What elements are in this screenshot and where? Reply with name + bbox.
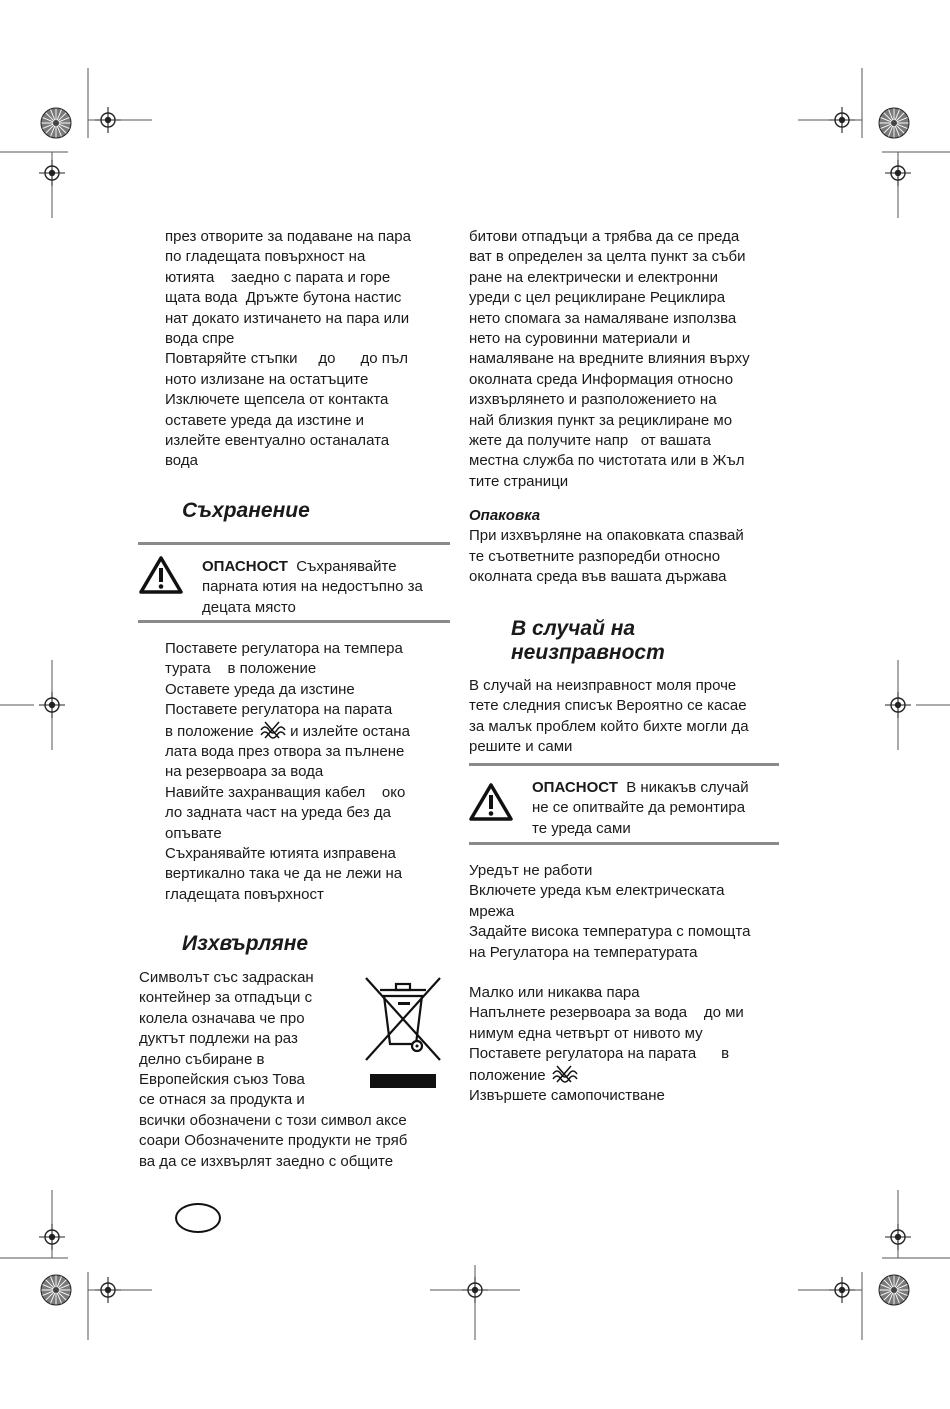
- repair-warning: [532, 778, 782, 839]
- text-line: ютията заедно с парата и горе: [165, 268, 391, 286]
- text-fragment: и излейте остана: [290, 722, 410, 740]
- text-line: не се опитвайте да ремонтира: [532, 799, 746, 817]
- warning-label: ОПАСНОСТ: [202, 558, 288, 575]
- text-line: [165, 721, 450, 742]
- text-line: Навийте захранващия кабел око: [165, 783, 406, 801]
- steam-off-icon: [258, 721, 286, 739]
- crossed-wheelie-bin-icon: [362, 972, 444, 1090]
- text-line: Символът със задраскан: [139, 969, 314, 986]
- intro-text: [165, 227, 450, 472]
- warning-triangle-icon: [469, 783, 513, 821]
- text-line: делно събиране в: [139, 1050, 265, 1068]
- text-line: през отворите за подаване на пара: [165, 228, 411, 245]
- text-line: нат докато изтичането на пара или: [165, 309, 410, 327]
- text-line: опъвате: [165, 824, 222, 842]
- divider: [138, 542, 450, 545]
- text-line: жете да получите напр от вашата: [469, 432, 712, 450]
- storage-steps: [165, 639, 450, 905]
- packaging-section: [469, 506, 781, 588]
- language-badge: [175, 1203, 221, 1233]
- text-line: оставете уреда да изстине и: [165, 411, 364, 429]
- disposal-continued: [469, 227, 781, 492]
- text-line: Съхранявайте ютията изправена: [165, 845, 396, 863]
- text-line: ното излизане на остатъците: [165, 370, 369, 388]
- text-line: Изключете щепсела от контакта: [165, 391, 389, 409]
- text-line: решите и сами: [469, 738, 573, 756]
- fault-little-steam: [469, 983, 781, 1106]
- warning-label: ОПАСНОСТ: [532, 779, 618, 796]
- text-line: Европейския съюз Това: [139, 1071, 305, 1089]
- text-line: [469, 1065, 781, 1086]
- text-line: нимум една четвърт от нивото му: [469, 1024, 703, 1042]
- text-line: щата вода Дръжте бутона настис: [165, 289, 402, 307]
- text-line: вода спре: [165, 330, 235, 348]
- text-line: Повтаряйте стъпки до до пъл: [165, 350, 408, 368]
- text-line: колела означава че про: [139, 1009, 305, 1027]
- text-line: по гладещата повърхност на: [165, 248, 366, 266]
- text-line: ране на електрически и електронни: [469, 268, 719, 286]
- text-line: ват в определен за целта пункт за съби: [469, 248, 746, 266]
- text-line: соари Обозначените продукти не тряб: [139, 1132, 408, 1150]
- divider: [469, 763, 779, 766]
- troubleshooting-heading: [511, 617, 665, 665]
- text-line: ло задната част на уреда без да: [165, 804, 391, 822]
- text-line: При изхвърляне на опаковката спазвай: [469, 527, 744, 545]
- text-line: Поставете регулатора на парата: [165, 701, 393, 719]
- packaging-heading: Опаковка: [469, 507, 541, 524]
- text-line: Уредът не работи: [469, 862, 593, 879]
- text-line: Поставете регулатора на парата в: [469, 1045, 730, 1063]
- divider: [469, 842, 779, 845]
- text-line: намаляване на вредните влияния върху: [469, 350, 750, 368]
- black-bar: [370, 1074, 436, 1088]
- fault-not-working: [469, 861, 781, 963]
- text-line: мрежа: [469, 902, 515, 920]
- text-line: нето спомага за намаляване използва: [469, 309, 737, 327]
- text-line: най близкия пункт за рециклиране мо: [469, 411, 733, 429]
- text-line: се отнася за продукта и: [139, 1091, 305, 1109]
- warning-triangle-icon: [139, 556, 183, 594]
- text-line: те уреда сами: [532, 819, 631, 837]
- text-line: гладещата повърхност: [165, 885, 324, 903]
- text-line: битови отпадъци а трябва да се преда: [469, 228, 740, 245]
- storage-warning: [202, 557, 452, 618]
- text-line: В случай на неизправност моля проче: [469, 677, 737, 694]
- text-line: Включете уреда към електрическата: [469, 882, 725, 900]
- text-line: излейте евентуално останалата: [165, 432, 390, 450]
- text-line: уреди с цел рециклиране Рециклира: [469, 289, 726, 307]
- heading-line: В случай на: [511, 617, 636, 640]
- text-line: околната среда Информация относно: [469, 370, 734, 388]
- text-line: всички обозначени с този символ аксе: [139, 1111, 407, 1129]
- text-line: турата в положение: [165, 660, 317, 678]
- text-line: Извършете самопочистване: [469, 1087, 665, 1105]
- text-line: вертикално така че да не лежи на: [165, 865, 403, 883]
- text-line: на Регулатора на температурата: [469, 943, 698, 961]
- text-line: Поставете регулатора на темпера: [165, 640, 403, 657]
- text-line: нето на суровинни материали и: [469, 330, 691, 348]
- text-line: Напълнете резервоара за вода до ми: [469, 1004, 744, 1022]
- text-line: изхвърлянето и разположението на: [469, 391, 717, 409]
- text-line: дуктът подлежи на раз: [139, 1030, 298, 1048]
- text-line: за малък проблем който бихте могли да: [469, 717, 749, 735]
- steam-off-icon: [550, 1065, 578, 1083]
- text-line: В никакъв случай: [617, 779, 749, 796]
- text-line: местна служба по чистотата или в Жъл: [469, 452, 745, 470]
- divider: [138, 620, 450, 623]
- text-line: на резервоара за вода: [165, 763, 324, 781]
- text-line: парната ютия на недостъпно за: [202, 578, 423, 596]
- text-line: тете следния списък Вероятно се касае: [469, 697, 747, 715]
- text-fragment: в положение: [165, 722, 254, 740]
- troubleshooting-intro: [469, 676, 781, 758]
- text-line: лата вода през отвора за пълнене: [165, 743, 405, 761]
- text-line: Съхранявайте: [287, 558, 397, 575]
- text-line: те съответните разпоредби относно: [469, 547, 721, 565]
- text-line: Оставете уреда да изстине: [165, 680, 355, 698]
- text-fragment: положение: [469, 1066, 546, 1084]
- text-line: контейнер за отпадъци с: [139, 989, 313, 1007]
- text-line: околната среда във вашата държава: [469, 568, 727, 586]
- text-line: децата място: [202, 598, 296, 616]
- text-line: Задайте висока температура с помощта: [469, 923, 751, 941]
- text-line: ва да се изхвърлят заедно с общите: [139, 1152, 394, 1170]
- storage-heading: Съхранение: [182, 499, 310, 522]
- text-line: Малко или никаква пара: [469, 984, 640, 1001]
- disposal-heading: Изхвърляне: [182, 932, 309, 955]
- heading-line: неизправност: [511, 641, 665, 664]
- text-line: вода: [165, 452, 198, 470]
- text-line: тите страници: [469, 472, 569, 490]
